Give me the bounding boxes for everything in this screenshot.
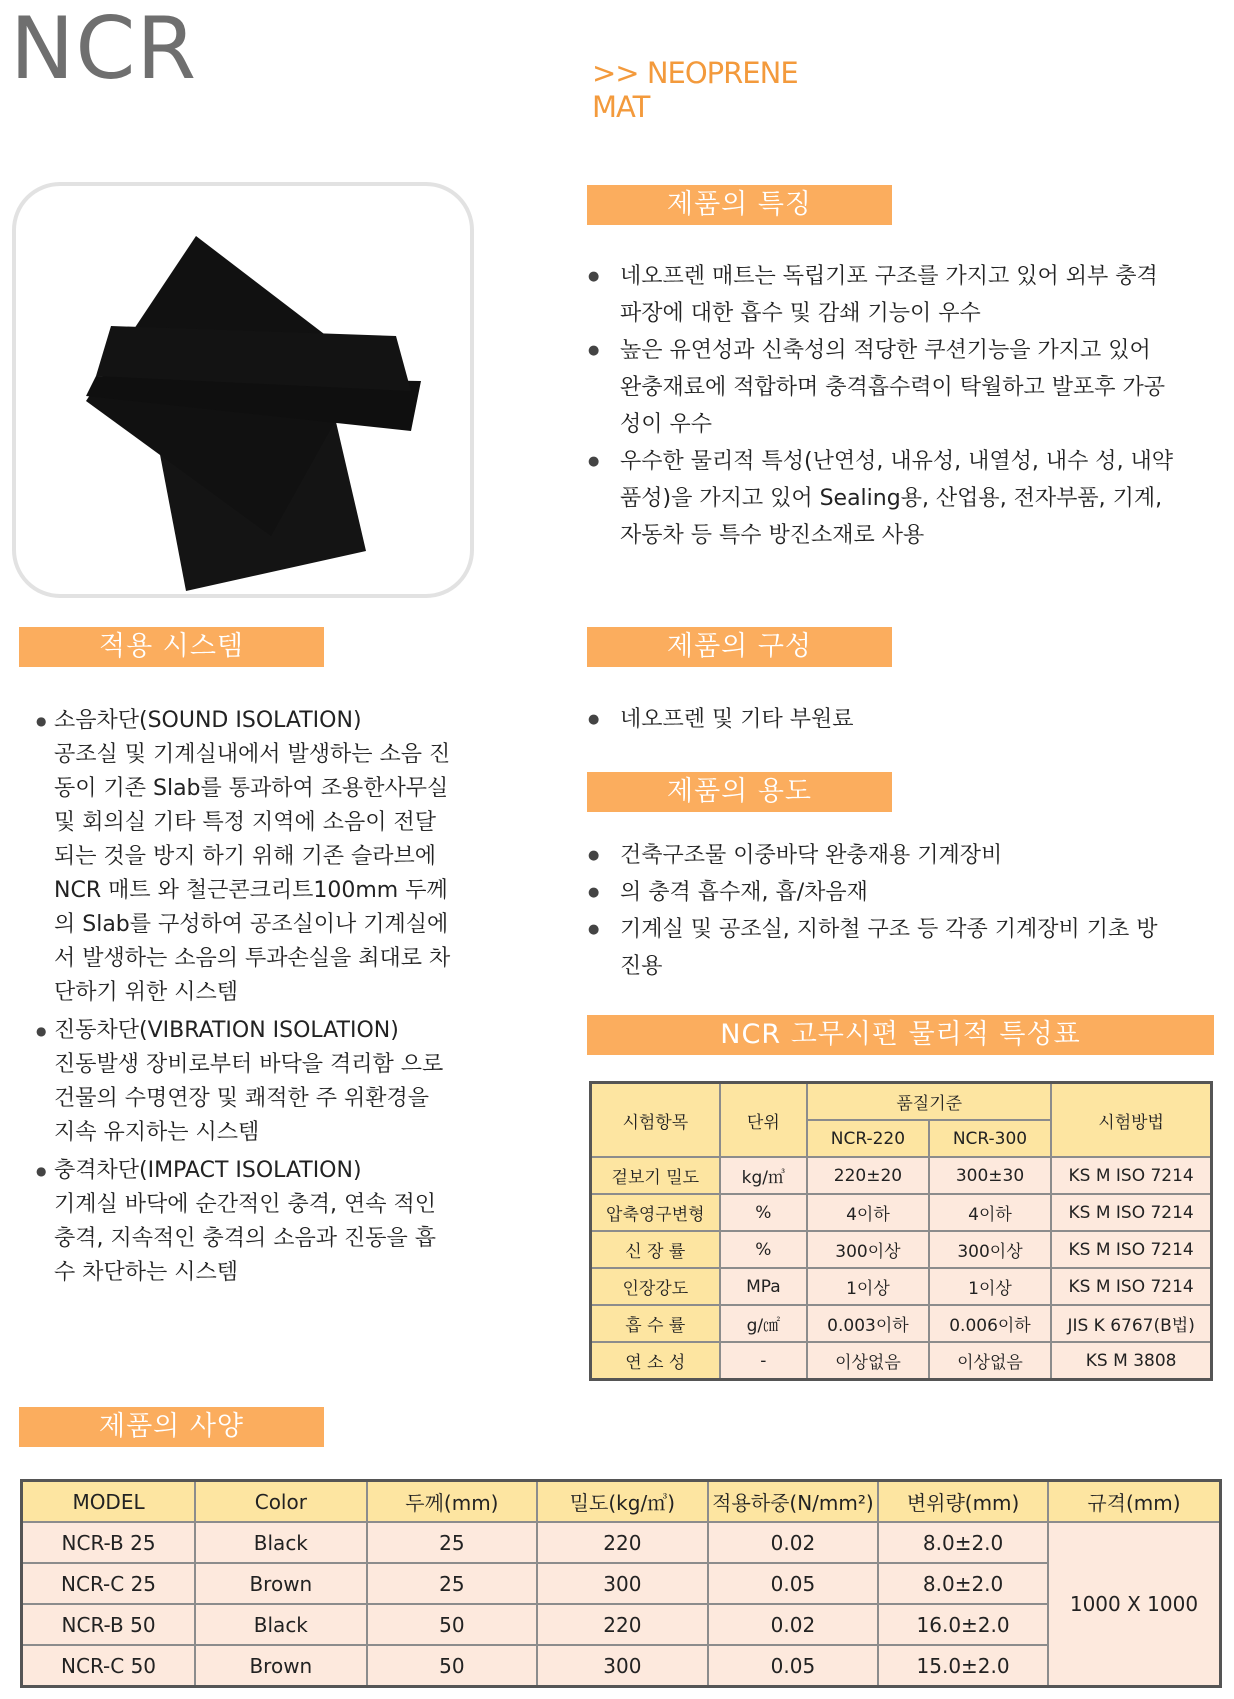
col-color: Color <box>195 1481 367 1523</box>
cell-model: NCR-B 25 <box>22 1522 196 1563</box>
table-row <box>22 1563 1221 1604</box>
cell-thickness: 50 <box>367 1604 538 1645</box>
specs-table <box>20 1479 1222 1688</box>
row-a: 이상없음 <box>807 1342 929 1380</box>
row-method: KS M ISO 7214 <box>1051 1157 1211 1194</box>
cell-color: Black <box>195 1604 367 1645</box>
page-title: NCR <box>10 0 198 99</box>
usage-heading: 제품의 용도 <box>587 772 892 812</box>
row-item: 압축영구변형 <box>591 1194 720 1231</box>
row-item: 연 소 성 <box>591 1342 720 1380</box>
row-method: KS M ISO 7214 <box>1051 1231 1211 1268</box>
row-item: 흡 수 률 <box>591 1305 720 1342</box>
col-model-a: NCR-220 <box>807 1120 929 1157</box>
specs-heading: 제품의 사양 <box>19 1407 324 1447</box>
application-desc: 공조실 및 기계실내에서 발생하는 소음 진동이 기존 Slab를 통과하여 조용한사무실 및 회의실 기타 특정 지역에 소음이 전달되는 것을 방지 하기 위해 기존 슬라브에 NCR 매트 와 철근콘크리트100mm 두께의 Slab를 구성하여 공조실이나 기계실에서 발생하는 소음의 투과손실을 최대로 차단하기 위한 시스템 <box>54 742 451 1005</box>
col-method: 시험방법 <box>1051 1083 1211 1158</box>
col-displacement: 변위량(mm) <box>878 1481 1048 1523</box>
col-model: MODEL <box>22 1481 196 1523</box>
col-load: 적용하중(N/mm²) <box>708 1481 879 1523</box>
cell-displacement: 8.0±2.0 <box>878 1563 1048 1604</box>
application-desc: 기계실 바닥에 순간적인 충격, 연속 적인 충격, 지속적인 충격의 소음과 진동을 흡수 차단하는 시스템 <box>54 1192 436 1285</box>
list-item: ● 우수한 물리적 특성(난연성, 내유성, 내열성, 내수 성, 내약품성)을 가지고 있어 Sealing용, 산업용, 전자부품, 기계, 자동차 등 특수 방진소재로 사용 <box>588 443 1178 554</box>
usage-list <box>588 837 1178 985</box>
cell-color: Brown <box>195 1563 367 1604</box>
cell-model: NCR-C 50 <box>22 1645 196 1687</box>
row-a: 300이상 <box>807 1231 929 1268</box>
cell-density: 300 <box>537 1563 707 1604</box>
cell-model: NCR-B 50 <box>22 1604 196 1645</box>
row-item: 인장강도 <box>591 1268 720 1305</box>
table-row <box>591 1342 1212 1380</box>
col-item: 시험항목 <box>591 1083 720 1158</box>
list-item: ● 의 충격 흡수재, 흡/차음재 <box>588 874 1178 911</box>
list-item <box>36 1154 456 1290</box>
properties-heading: NCR 고무시편 물리적 특성표 <box>587 1015 1214 1055</box>
row-a: 0.003이하 <box>807 1305 929 1342</box>
cell-color: Brown <box>195 1645 367 1687</box>
col-thickness: 두께(mm) <box>367 1481 538 1523</box>
cell-density: 300 <box>537 1645 707 1687</box>
row-a: 220±20 <box>807 1157 929 1194</box>
application-title: 충격차단(IMPACT ISOLATION) <box>54 1158 362 1183</box>
row-b: 4이하 <box>929 1194 1052 1231</box>
cell-thickness: 50 <box>367 1645 538 1687</box>
table-row <box>591 1231 1212 1268</box>
cell-color: Black <box>195 1522 367 1563</box>
row-unit: % <box>720 1194 808 1231</box>
row-method: KS M ISO 7214 <box>1051 1194 1211 1231</box>
cell-load: 0.02 <box>708 1604 879 1645</box>
cell-load: 0.05 <box>708 1563 879 1604</box>
row-unit: g/㎠ <box>720 1305 808 1342</box>
col-unit: 단위 <box>720 1083 808 1158</box>
row-unit: kg/㎥ <box>720 1157 808 1194</box>
list-item <box>36 704 456 1010</box>
row-a: 4이하 <box>807 1194 929 1231</box>
row-item: 신 장 률 <box>591 1231 720 1268</box>
col-density: 밀도(kg/㎥) <box>537 1481 707 1523</box>
row-unit: - <box>720 1342 808 1380</box>
col-size: 규격(mm) <box>1048 1481 1221 1523</box>
cell-density: 220 <box>537 1522 707 1563</box>
cell-size: 1000 X 1000 <box>1048 1522 1221 1687</box>
table-row <box>22 1604 1221 1645</box>
cell-displacement: 16.0±2.0 <box>878 1604 1048 1645</box>
cell-load: 0.02 <box>708 1522 879 1563</box>
row-b: 이상없음 <box>929 1342 1052 1380</box>
application-title: 소음차단(SOUND ISOLATION) <box>54 708 362 733</box>
table-row <box>591 1194 1212 1231</box>
table-row <box>591 1305 1212 1342</box>
application-desc: 진동발생 장비로부터 바닥을 격리함 으로 건물의 수명연장 및 쾌적한 주 위환경을 지속 유지하는 시스템 <box>54 1052 444 1145</box>
composition-heading: 제품의 구성 <box>587 627 892 667</box>
list-item: ● 네오프렌 및 기타 부원료 <box>588 701 1178 738</box>
composition-list <box>588 701 1178 738</box>
cell-model: NCR-C 25 <box>22 1563 196 1604</box>
row-unit: MPa <box>720 1268 808 1305</box>
application-heading: 적용 시스템 <box>19 627 324 667</box>
properties-table <box>589 1081 1213 1381</box>
row-b: 300±30 <box>929 1157 1052 1194</box>
list-item <box>36 1014 456 1150</box>
product-photo <box>16 186 470 594</box>
cell-displacement: 15.0±2.0 <box>878 1645 1048 1687</box>
list-item: ● 기계실 및 공조실, 지하철 구조 등 각종 기계장비 기초 방진용 <box>588 911 1178 985</box>
application-title: 진동차단(VIBRATION ISOLATION) <box>54 1018 399 1043</box>
table-row <box>591 1157 1212 1194</box>
features-heading: 제품의 특징 <box>587 185 892 225</box>
row-b: 300이상 <box>929 1231 1052 1268</box>
features-list <box>588 258 1178 554</box>
row-b: 0.006이하 <box>929 1305 1052 1342</box>
row-item: 겉보기 밀도 <box>591 1157 720 1194</box>
row-b: 1이상 <box>929 1268 1052 1305</box>
table-row <box>22 1645 1221 1687</box>
table-row <box>22 1522 1221 1563</box>
table-row <box>591 1268 1212 1305</box>
row-method: JIS K 6767(B법) <box>1051 1305 1211 1342</box>
cell-density: 220 <box>537 1604 707 1645</box>
application-list <box>36 704 456 1294</box>
row-method: KS M ISO 7214 <box>1051 1268 1211 1305</box>
list-item: ● 건축구조물 이중바닥 완충재용 기계장비 <box>588 837 1178 874</box>
row-method: KS M 3808 <box>1051 1342 1211 1380</box>
row-a: 1이상 <box>807 1268 929 1305</box>
cell-load: 0.05 <box>708 1645 879 1687</box>
cell-thickness: 25 <box>367 1563 538 1604</box>
col-model-b: NCR-300 <box>929 1120 1052 1157</box>
cell-displacement: 8.0±2.0 <box>878 1522 1048 1563</box>
page-subtitle: >> NEOPRENE MAT <box>592 56 798 124</box>
col-quality: 품질기준 <box>807 1083 1051 1121</box>
row-unit: % <box>720 1231 808 1268</box>
product-photo-frame <box>12 182 474 598</box>
list-item: ● 높은 유연성과 신축성의 적당한 쿠션기능을 가지고 있어 완충재료에 적합하며 충격흡수력이 탁월하고 발포후 가공성이 우수 <box>588 332 1178 443</box>
list-item: ● 네오프렌 매트는 독립기포 구조를 가지고 있어 외부 충격파장에 대한 흡수 및 감쇄 기능이 우수 <box>588 258 1178 332</box>
cell-thickness: 25 <box>367 1522 538 1563</box>
